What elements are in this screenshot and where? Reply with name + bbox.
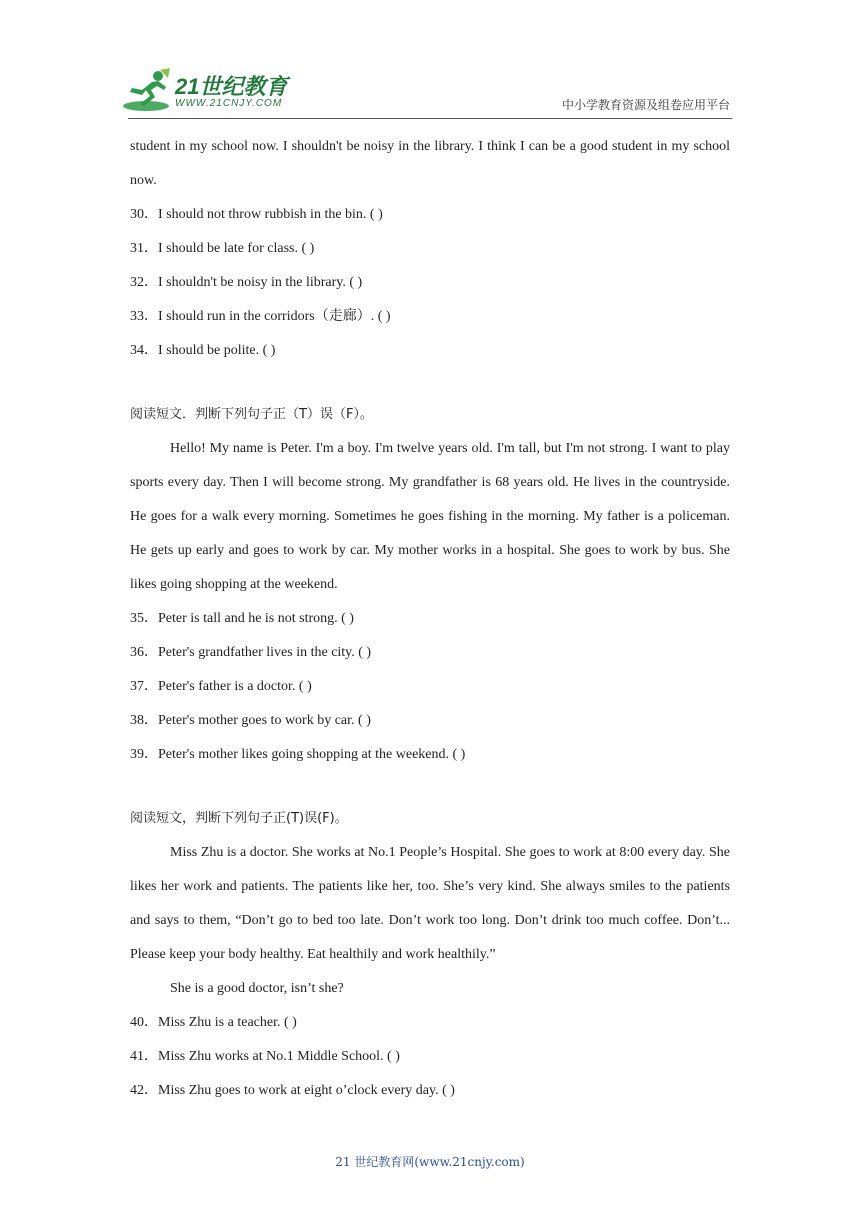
question-text: I shouldn't be noisy in the library. ( ) bbox=[158, 275, 363, 290]
question-text: Miss Zhu is a teacher. ( ) bbox=[158, 1015, 297, 1030]
question-number: 40． bbox=[130, 1015, 158, 1030]
logo-text: 21世纪教育 bbox=[175, 74, 288, 99]
question-text: Peter's mother goes to work by car. ( ) bbox=[158, 713, 371, 728]
reading-passage: Hello! My name is Peter. I'm a boy. I'm twelve years old. I'm tall, but I'm not strong. I want to play sports every day. Then I will become strong. My grandfather is 68 years old. He lives in the countryside. He goes for a walk every morning. Sometimes he goes fishing in the morning. My father is a policeman. He gets up early and goes to work by car. My mother works in a hospital. She goes to work by bus. She likes going shopping at the weekend. bbox=[130, 441, 730, 592]
question-36 bbox=[130, 636, 730, 670]
header-tagline: 中小学教育资源及组卷应用平台 bbox=[561, 98, 730, 112]
question-40 bbox=[130, 1006, 730, 1040]
question-37 bbox=[130, 670, 730, 704]
question-33 bbox=[130, 300, 730, 334]
question-text: Miss Zhu goes to work at eight o’clock every day. ( ) bbox=[158, 1083, 455, 1098]
question-text: Peter's mother likes going shopping at the weekend. ( ) bbox=[158, 747, 466, 762]
question-number: 38． bbox=[130, 713, 158, 728]
question-text: I should not throw rubbish in the bin. ( ) bbox=[158, 207, 383, 222]
document-body bbox=[130, 130, 730, 1108]
logo-url: WWW.21CNJY.COM bbox=[175, 98, 283, 109]
question-number: 36． bbox=[130, 645, 158, 660]
question-34 bbox=[130, 334, 730, 368]
question-text: Peter is tall and he is not strong. ( ) bbox=[158, 611, 354, 626]
passage-closing: She is a good doctor, isn’t she? bbox=[170, 981, 344, 996]
page-header bbox=[0, 0, 860, 125]
question-31 bbox=[130, 232, 730, 266]
question-38 bbox=[130, 704, 730, 738]
section-instruction: 阅读短文．判断下列句子正（T）误（F）。 bbox=[130, 407, 373, 422]
section-gap bbox=[130, 772, 730, 802]
reading-passage: Miss Zhu is a doctor. She works at No.1 People’s Hospital. She goes to work at 8:00 every day. She likes her work and patients. The patients like her, too. She’s very kind. She always smiles to the patients and says to them, “Don’t go to bed too late. Don’t work too long. Don’t drink too much coffee. Don’t... Please keep your body healthy. Eat healthily and work healthily.” bbox=[130, 845, 730, 962]
question-text: I should be late for class. ( ) bbox=[158, 241, 315, 256]
question-number: 34． bbox=[130, 343, 158, 358]
question-text: I should be polite. ( ) bbox=[158, 343, 276, 358]
question-32 bbox=[130, 266, 730, 300]
section-instruction: 阅读短文，判断下列句子正(T)误(F)。 bbox=[130, 811, 348, 826]
question-text: Peter's grandfather lives in the city. ( ) bbox=[158, 645, 372, 660]
page-footer: 21 世纪教育网(www.21cnjy.com) bbox=[335, 1155, 525, 1169]
passage-continuation: student in my school now. I shouldn't be noisy in the library. I think I can be a good student in my school now. bbox=[130, 139, 730, 188]
header-divider bbox=[128, 118, 732, 119]
question-number: 33． bbox=[130, 309, 158, 324]
question-42 bbox=[130, 1074, 730, 1108]
question-number: 30． bbox=[130, 207, 158, 222]
runner-logo-icon bbox=[122, 68, 174, 116]
question-text: Peter's father is a doctor. ( ) bbox=[158, 679, 312, 694]
question-35 bbox=[130, 602, 730, 636]
question-41 bbox=[130, 1040, 730, 1074]
question-text: I should run in the corridors（走廊）. ( ) bbox=[158, 309, 391, 324]
question-number: 37． bbox=[130, 679, 158, 694]
question-number: 39． bbox=[130, 747, 158, 762]
question-39 bbox=[130, 738, 730, 772]
question-number: 42． bbox=[130, 1083, 158, 1098]
question-number: 41． bbox=[130, 1049, 158, 1064]
site-logo bbox=[122, 68, 292, 116]
question-text: Miss Zhu works at No.1 Middle School. ( ) bbox=[158, 1049, 400, 1064]
section-gap bbox=[130, 368, 730, 398]
question-number: 31． bbox=[130, 241, 158, 256]
question-number: 35． bbox=[130, 611, 158, 626]
question-number: 32． bbox=[130, 275, 158, 290]
question-30 bbox=[130, 198, 730, 232]
